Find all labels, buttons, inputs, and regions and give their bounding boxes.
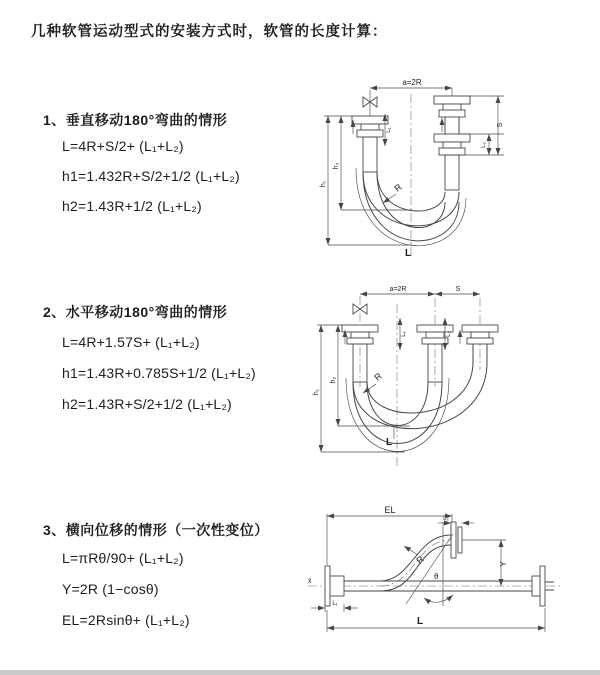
- dim-label-l1: L₁: [332, 601, 338, 607]
- formula-h1: h1=1.432R+S/2+1/2 (L₁+L₂): [62, 168, 240, 184]
- section-1-heading: 1、垂直移动180°弯曲的情形: [43, 112, 228, 128]
- diagram-lateral-displacement-hose: [300, 502, 590, 650]
- left-flange: [325, 566, 344, 606]
- dim-label-l1: L₁: [401, 331, 407, 337]
- formula-l: L=4R+1.57S+ (L₁+L₂): [62, 334, 200, 350]
- dim-label-h1: h₁: [313, 388, 320, 396]
- upper-right-flange: [451, 522, 462, 558]
- dim-label-s: S: [497, 122, 504, 128]
- right-flange-lower: [434, 134, 470, 155]
- section-3-heading: 3、横向位移的情形（一次性变位）: [43, 522, 269, 538]
- dim-label-a2r: a=2R: [402, 78, 422, 87]
- dim-label-el: EL: [384, 505, 396, 515]
- formula-l: L=πRθ/90+ (L₁+L₂): [62, 550, 184, 566]
- left-flange: [352, 116, 388, 137]
- dim-label-theta: θ: [434, 572, 439, 581]
- diagram-horizontal-travel-hose: [310, 282, 560, 474]
- formula-h1: h1=1.43R+0.785S+1/2 (L₁+L₂): [62, 365, 256, 381]
- axis-label: x̄: [308, 578, 312, 585]
- formula-l: L=4R+S/2+ (L₁+L₂): [62, 138, 184, 154]
- formula-el: EL=2Rsinθ+ (L₁+L₂): [62, 612, 190, 628]
- section-2-heading: 2、水平移动180°弯曲的情形: [43, 304, 228, 320]
- dim-label-h2: h₂: [333, 162, 340, 170]
- dim-label-y: Y: [499, 561, 508, 567]
- formula-h2: h2=1.43R+1/2 (L₁+L₂): [62, 198, 202, 214]
- left-flange: [342, 325, 378, 344]
- dim-label-r: R: [414, 553, 426, 566]
- dim-label-l: L: [404, 248, 412, 259]
- dim-label-l2: L₂: [446, 331, 452, 337]
- dim-label-l1: L₁: [386, 127, 392, 133]
- page-title: 几种软管运动型式的安装方式时，软管的长度计算：: [31, 24, 388, 40]
- dim-label-h2: h₂: [330, 376, 337, 384]
- dim-label-l2: L₂: [443, 516, 449, 522]
- braided-hose-right: [445, 155, 459, 190]
- formula-h2: h2=1.43R+S/2+1/2 (L₁+L₂): [62, 396, 232, 412]
- valve-icon: [353, 304, 367, 314]
- dim-label-l2: L₂: [481, 142, 487, 148]
- dim-label-h1: h₁: [320, 180, 327, 188]
- valve-icon: [363, 90, 377, 116]
- dim-label-a2r: a=2R: [389, 286, 407, 293]
- dim-label-l: L: [416, 616, 424, 627]
- braided-hose-left: [363, 137, 377, 172]
- formula-y: Y=2R (1−cosθ): [62, 581, 159, 597]
- hose-s-curve: [380, 535, 451, 591]
- dim-label-r: R: [392, 181, 404, 194]
- page-bottom-edge: [0, 670, 600, 675]
- diagram-vertical-travel-hose: [312, 70, 552, 262]
- right-flange-upper: [434, 96, 470, 117]
- dim-label-r: R: [372, 370, 384, 383]
- dim-label-l: L: [385, 437, 393, 448]
- dim-label-s: S: [455, 286, 461, 293]
- angle-construction: [406, 522, 453, 606]
- right-flange-moved: [462, 325, 498, 344]
